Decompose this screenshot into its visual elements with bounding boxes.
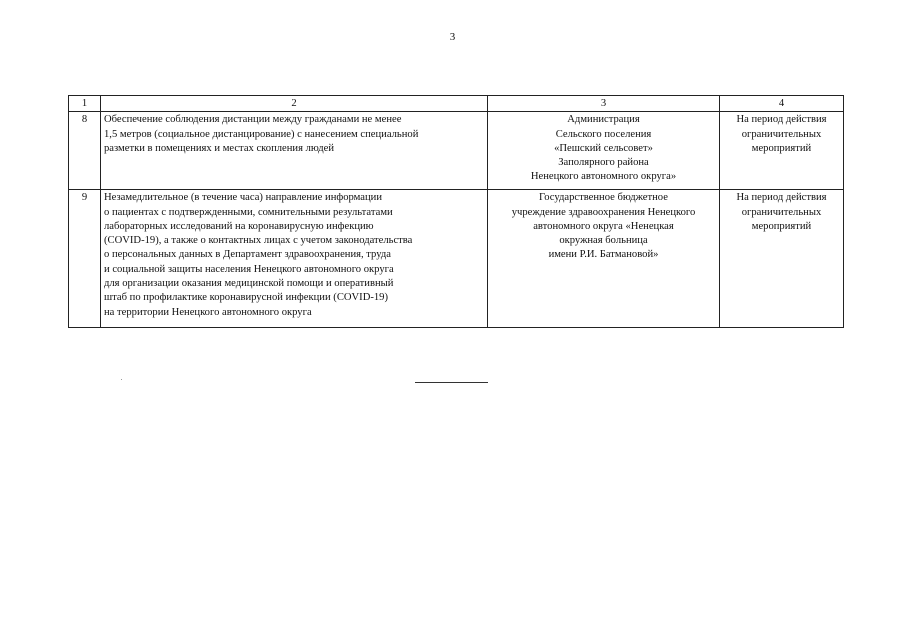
measure-line: штаб по профилактике коронавирусной инфекции (COVID-19) [104,292,389,304]
table-row [69,190,844,328]
responsible-line: автономного округа «Ненецкая [533,220,674,232]
responsible-line: Сельского поселения [555,128,652,140]
scan-speck [121,379,122,380]
deadline-cell [720,112,844,190]
measures-table [68,95,844,328]
responsible-cell [488,112,720,190]
responsible-line: имени Р.И. Батмановой» [548,249,659,261]
table-header-row [69,96,844,112]
measure-line: о персональных данных в Департамент здравоохранения, труда [104,249,391,261]
deadline-line: мероприятий [751,220,812,232]
deadline-line: На период действия [736,192,827,204]
measure-cell [101,190,488,328]
page-number: 3 [449,31,456,43]
measure-line: и социальной защиты населения Ненецкого автономного округа [104,263,394,275]
responsible-cell [488,190,720,328]
measure-line: на территории Ненецкого автономного округа [104,306,312,318]
row-number: 8 [69,112,101,190]
deadline-line: ограничительных [741,128,822,140]
responsible-line: Государственное бюджетное [539,192,668,204]
measure-line: разметки в помещениях и местах скопления людей [104,142,335,154]
deadline-cell [720,190,844,328]
measure-line: 1,5 метров (социальное дистанцирование) с нанесением специальной [104,128,419,140]
measure-line: лабораторных исследований на коронавирусную инфекцию [104,220,374,232]
header-col-1: 1 [69,96,101,112]
end-of-document-rule [415,382,488,383]
measure-line: Незамедлительное (в течение часа) направление информации [104,192,382,204]
header-col-2: 2 [101,96,488,112]
measure-line: для организации оказания медицинской помощи и оперативный [104,278,394,290]
responsible-line: учреждение здравоохранения Ненецкого [511,206,696,218]
header-col-3: 3 [488,96,720,112]
measure-line: (COVID-19), а также о контактных лицах с учетом законодательства [104,235,413,247]
responsible-line: Ненецкого автономного округа» [530,171,677,183]
row-number: 9 [69,190,101,328]
measure-cell [101,112,488,190]
measure-line: о пациентах с подтвержденными, сомнительными результатами [104,206,393,218]
responsible-line: «Пешский сельсовет» [554,142,653,154]
responsible-line: Администрация [567,114,640,126]
deadline-line: мероприятий [751,142,812,154]
responsible-line: Заполярного района [558,157,649,169]
deadline-line: На период действия [736,114,827,126]
responsible-line: окружная больница [559,235,648,247]
measure-line: Обеспечение соблюдения дистанции между гражданами не менее [104,114,402,126]
table-row [69,112,844,190]
header-col-4: 4 [720,96,844,112]
deadline-line: ограничительных [741,206,822,218]
